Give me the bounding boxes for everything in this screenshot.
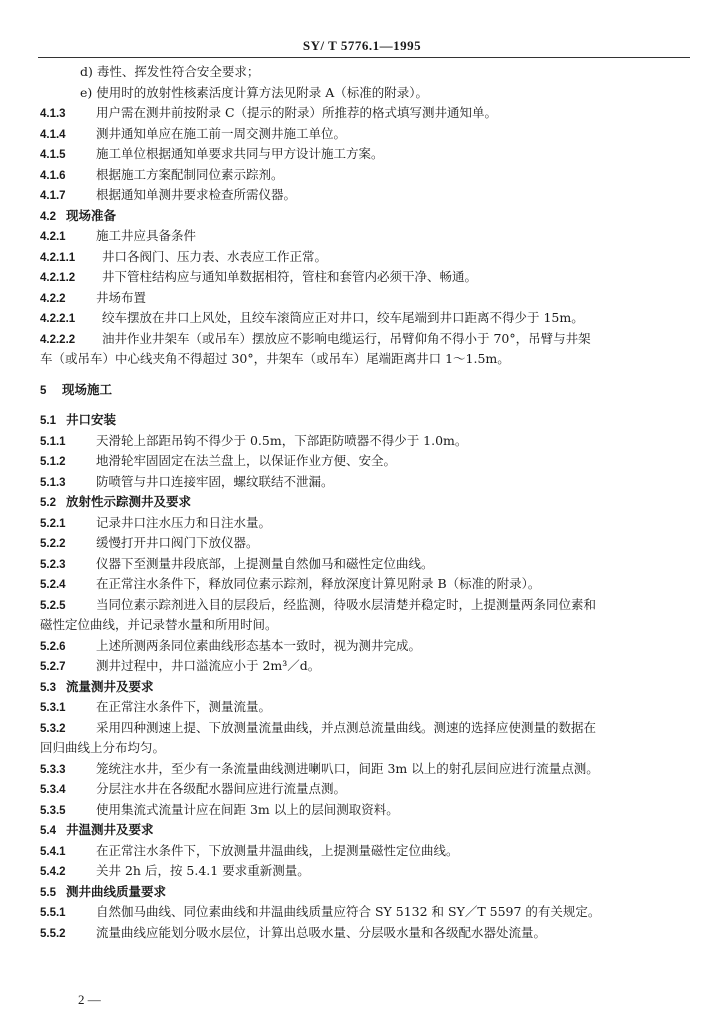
clause-text: 在正常注水条件下，下放测量井温曲线，上提测量磁性定位曲线。: [96, 842, 459, 858]
clause-line: [40, 861, 698, 882]
clause-number: 5.2.5: [40, 599, 66, 612]
clause-number: 5.3.3: [40, 763, 66, 776]
clause-line: [40, 923, 698, 944]
clause-number: 5.5: [40, 886, 56, 899]
clause-line: [40, 165, 698, 186]
document-body: [40, 62, 698, 943]
clause-text: 分层注水井在各级配水器间应进行流量点测。: [96, 781, 347, 796]
clause-number: 5.4.1: [40, 845, 66, 858]
clause-number: 5.3.2: [40, 722, 66, 735]
clause-number: 4.2: [40, 210, 56, 223]
clause-number: 4.2.2: [40, 292, 66, 305]
clause-text: 回归曲线上分布均匀。: [40, 740, 166, 755]
clause-text: 流量曲线应能划分吸水层位，计算出总吸水量、分层吸水量和各级配水器处流量。: [96, 924, 547, 940]
clause-text: 记录井口注水压力和日注水量。: [96, 514, 272, 530]
clause-number: 5.3: [40, 681, 56, 694]
clause-number: 4.2.2.1: [40, 313, 76, 325]
clause-number: 5.2: [40, 497, 56, 509]
subsection-heading: [40, 410, 698, 431]
clause-text: 井温测井及要求: [66, 822, 154, 837]
subsection-heading: [40, 820, 698, 841]
clause-line: [40, 718, 698, 739]
clause-text: 绞车摆放在井口上风处，且绞车滚筒应正对井口，绞车尾端到井口距离不得少于 15m。: [102, 310, 584, 325]
clause-text: 天滑轮上部距吊钩不得少于 0.5m，下部距防喷器不得少于 1.0m。: [96, 432, 468, 448]
clause-text: 使用集流式流量计应在间距 3m 以上的层间测取资料。: [96, 801, 399, 817]
clause-text: 自然伽马曲线、同位素曲线和井温曲线质量应符合 SY 5132 和 SY／T 5597 的有关规定。: [96, 904, 601, 919]
continuation-line: [40, 615, 698, 636]
clause-line: [40, 472, 698, 493]
clause-text: 关井 2h 后，按 5.4.1 要求重新测量。: [96, 863, 310, 878]
clause-line: [40, 144, 698, 165]
clause-number: 4.1.6: [40, 169, 66, 182]
clause-number: 4.1.3: [40, 108, 66, 120]
clause-number: 4.1.5: [40, 149, 66, 161]
clause-line: [40, 451, 698, 472]
clause-number: 5.1: [40, 415, 56, 427]
clause-number: 5.2.6: [40, 640, 66, 653]
clause-line: [40, 185, 698, 206]
page-header: SY/ T 5776.1—1995: [302, 38, 422, 53]
clause-text: 仪器下至测量井段底部，上提测量自然伽马和磁性定位曲线。: [96, 555, 434, 571]
subsection-heading: [40, 206, 698, 227]
clause-text: e) 使用时的放射性核素活度计算方法见附录 A（标准的附录）。: [80, 84, 428, 100]
clause-line: [40, 656, 698, 677]
subsection-heading: [40, 882, 698, 903]
clause-number: 5.1.2: [40, 456, 66, 468]
clause-text: 井口各阀门、压力表、水表应工作正常。: [102, 248, 328, 264]
clause-line: [40, 779, 698, 800]
section-heading: [40, 380, 698, 401]
paragraph-gap: [40, 370, 698, 380]
clause-line: [40, 247, 698, 268]
clause-line: [40, 841, 698, 862]
clause-number: 5.2.1: [40, 517, 66, 530]
clause-text: 笼统注水井，至少有一条流量曲线测进喇叭口，间距 3m 以上的射孔层间应进行流量点测。: [96, 760, 599, 776]
clause-text: 放射性示踪测井及要求: [66, 494, 192, 509]
page-number: 2 —: [78, 992, 101, 1007]
clause-text: 上述所测两条同位素曲线形态基本一致时，视为测井完成。: [96, 637, 422, 653]
clause-text: 磁性定位曲线，并记录替水量和所用时间。: [40, 617, 278, 632]
clause-text: 根据施工方案配制同位素示踪剂。: [96, 166, 284, 182]
clause-number: 5.4.2: [40, 866, 66, 878]
sub-item-line: [40, 83, 698, 104]
clause-line: [40, 308, 698, 329]
clause-text: 测井曲线质量要求: [66, 883, 167, 899]
clause-number: 5.3.4: [40, 784, 66, 796]
clause-number: 4.2.1.2: [40, 272, 76, 284]
clause-number: 4.1.4: [40, 128, 66, 141]
clause-number: 5.1.1: [40, 435, 66, 448]
clause-text: 施工单位根据通知单要求共同与甲方设计施工方案。: [96, 146, 384, 161]
clause-text: 流量测井及要求: [66, 678, 154, 694]
clause-text: 测井通知单应在施工前一周交测井施工单位。: [96, 125, 347, 141]
clause-line: [40, 533, 698, 554]
sub-item-line: [40, 62, 698, 83]
clause-text: 井口安装: [66, 412, 117, 427]
clause-line: [40, 513, 698, 534]
clause-line: [40, 902, 698, 923]
clause-text: 油井作业井架车（或吊车）摆放应不影响电缆运行，吊臂仰角不得小于 70°，吊臂与井架: [102, 330, 591, 346]
clause-text: 防喷管与井口连接牢固，螺纹联结不泄漏。: [96, 473, 334, 489]
clause-line: [40, 697, 698, 718]
clause-number: 5.2.2: [40, 538, 66, 550]
clause-line: [40, 636, 698, 657]
clause-text: 在正常注水条件下，释放同位素示踪剂，释放深度计算见附录 B（标准的附录）。: [96, 576, 541, 591]
clause-text: 当同位素示踪剂进入目的层段后，经监测，待吸水层清楚并稳定时，上提测量两条同位素和: [96, 596, 597, 612]
clause-number: 4.2.1: [40, 231, 66, 243]
subsection-heading: [40, 492, 698, 513]
clause-line: [40, 329, 698, 350]
continuation-line: [40, 349, 698, 370]
clause-number: 5.5.1: [40, 907, 66, 919]
clause-line: [40, 103, 698, 124]
clause-number: 5.5.2: [40, 927, 66, 940]
clause-number: 5.4: [40, 825, 56, 837]
clause-text: 采用四种测速上提、下放测量流量曲线，并点测总流量曲线。测速的选择应使测量的数据在: [96, 719, 597, 735]
clause-line: [40, 574, 698, 595]
clause-line: [40, 554, 698, 575]
clause-text: 地滑轮牢固固定在法兰盘上，以保证作业方便、安全。: [96, 453, 397, 468]
clause-text: 施工井应具备条件: [96, 228, 197, 243]
clause-line: [40, 759, 698, 780]
clause-text: d) 毒性、挥发性符合安全要求；: [80, 64, 260, 79]
clause-line: [40, 800, 698, 821]
clause-number: 5: [40, 384, 47, 397]
clause-text: 在正常注水条件下，测量流量。: [96, 699, 272, 714]
clause-line: [40, 124, 698, 145]
clause-number: 5.2.7: [40, 661, 66, 673]
clause-line: [40, 267, 698, 288]
paragraph-gap: [40, 400, 698, 410]
clause-number: 5.3.5: [40, 804, 66, 817]
clause-line: [40, 595, 698, 616]
clause-text: 井下管柱结构应与通知单数据相符，管柱和套管内必须干净、畅通。: [102, 269, 478, 284]
clause-text: 现场施工: [62, 381, 113, 397]
clause-text: 现场准备: [66, 207, 117, 223]
clause-line: [40, 226, 698, 247]
clause-text: 根据通知单测井要求检查所需仪器。: [96, 187, 297, 202]
clause-number: 4.1.7: [40, 190, 66, 202]
clause-number: 5.2.3: [40, 558, 66, 571]
clause-line: [40, 431, 698, 452]
clause-number: 5.1.3: [40, 476, 66, 489]
clause-number: 5.2.4: [40, 579, 66, 591]
clause-line: [40, 288, 698, 309]
clause-text: 井场布置: [96, 289, 147, 305]
continuation-line: [40, 738, 698, 759]
clause-number: 4.2.2.2: [40, 333, 76, 346]
clause-text: 用户需在测井前按附录 C（提示的附录）所推荐的格式填写测井通知单。: [96, 105, 498, 120]
header-rule: [38, 57, 690, 58]
clause-number: 5.3.1: [40, 702, 66, 714]
clause-number: 4.2.1.1: [40, 251, 76, 264]
subsection-heading: [40, 677, 698, 698]
clause-text: 车（或吊车）中心线夹角不得超过 30°，井架车（或吊车）尾端距离井口 1～1.5m。: [40, 351, 510, 366]
clause-text: 缓慢打开井口阀门下放仪器。: [96, 535, 259, 550]
clause-text: 测井过程中，井口溢流应小于 2m³／d。: [96, 658, 321, 673]
